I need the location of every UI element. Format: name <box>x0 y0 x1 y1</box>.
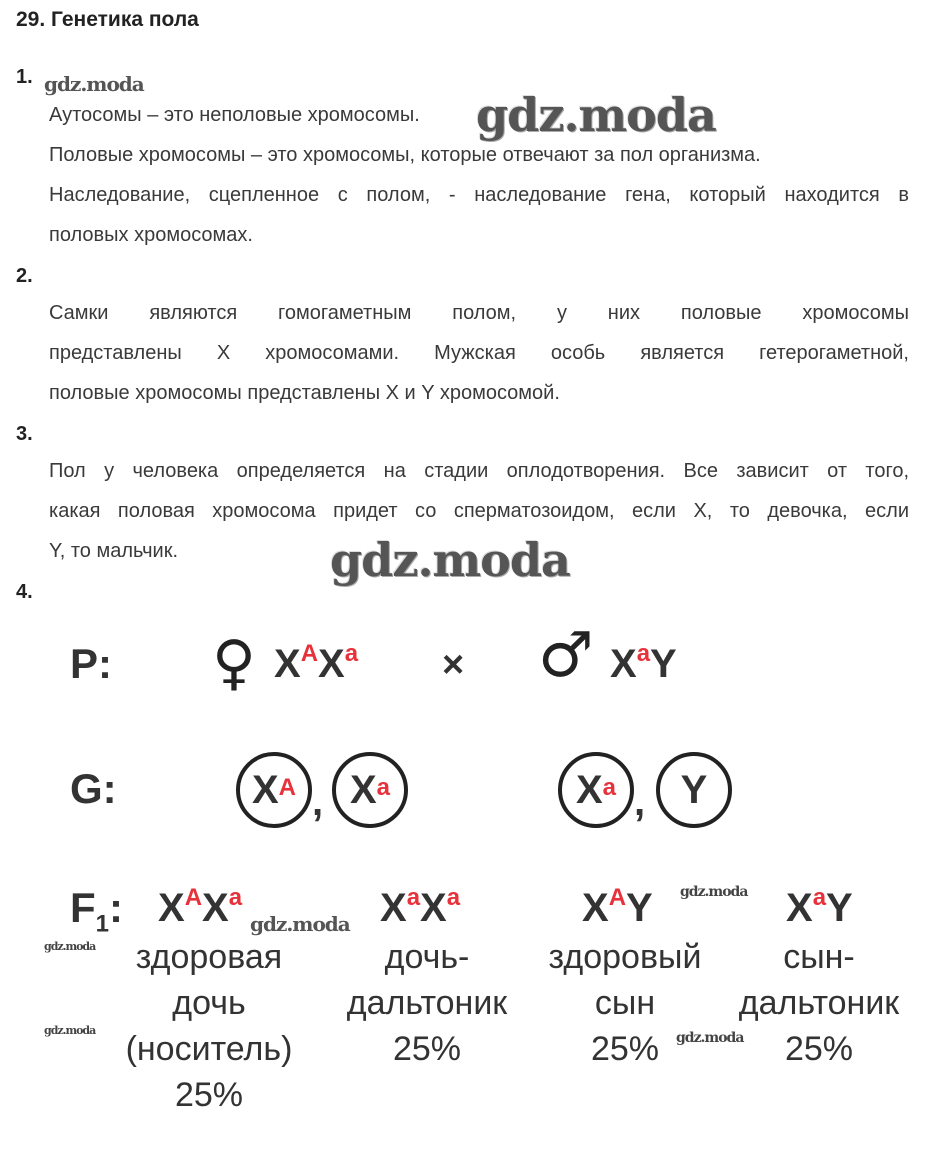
f1-subscript: 1 <box>95 910 110 938</box>
allele-A: A <box>184 884 203 911</box>
allele-a: a <box>228 884 243 911</box>
watermark: gdz.moda <box>44 72 144 96</box>
offspring-desc: дочь <box>172 984 246 1022</box>
text-line: половых хромосомах. <box>49 224 253 246</box>
chromosome-y: Y <box>650 642 677 686</box>
f1-genotype-2 <box>380 886 460 931</box>
page-title: 29. Генетика пола <box>16 8 199 31</box>
cross-symbol: × <box>442 644 465 686</box>
allele-a: a <box>376 774 391 801</box>
watermark: gdz.moda <box>44 940 96 953</box>
section-3-number: 3. <box>16 423 33 445</box>
f1-genotype-3 <box>582 886 653 931</box>
chromosome-x: X <box>274 642 301 686</box>
text-line: Самки являются гомогаметным полом, у них половые хромосомы <box>49 302 909 324</box>
text-line: какая половая хромосома придет со сперматозоидом, если X, то девочка, если <box>49 500 909 522</box>
watermark: gdz.moda <box>680 884 748 900</box>
chromosome-x: X <box>202 886 229 930</box>
offspring-desc: дальтоник <box>346 984 508 1022</box>
chromosome-y: Y <box>626 886 653 930</box>
allele-A: A <box>300 640 319 667</box>
gamete-circle <box>236 752 312 828</box>
gamete-circle <box>558 752 634 828</box>
chromosome-x: X <box>582 886 609 930</box>
allele-A: A <box>608 884 627 911</box>
offspring-desc: дочь- <box>384 938 470 976</box>
offspring-3 <box>520 934 730 1072</box>
comma: , <box>312 780 324 824</box>
offspring-desc: (носитель) <box>125 1030 293 1068</box>
chromosome-x: X <box>575 767 603 812</box>
chromosome-x: X <box>420 886 447 930</box>
offspring-percent: 25% <box>174 1076 244 1114</box>
comma: , <box>634 780 646 824</box>
text-line: Аутосомы – это неполовые хромосомы. <box>49 104 420 126</box>
text-line: Пол у человека определяется на стадии оплодотворения. Все зависит от того, <box>49 460 909 482</box>
p-label: P: <box>70 640 112 687</box>
male-symbol-icon: ♂ <box>538 618 594 691</box>
watermark: gdz.moda <box>250 912 350 936</box>
offspring-percent: 25% <box>590 1030 660 1068</box>
f1-label <box>70 884 123 938</box>
offspring-2 <box>322 934 532 1072</box>
section-2-text <box>49 293 909 413</box>
offspring-desc: дальтоник <box>738 984 900 1022</box>
chromosome-x: X <box>158 886 185 930</box>
f1-genotype-1 <box>158 886 242 931</box>
f1-colon: : <box>109 884 124 931</box>
offspring-desc: здоровая <box>135 938 283 976</box>
offspring-percent: 25% <box>784 1030 854 1068</box>
watermark: gdz.moda <box>330 533 570 587</box>
female-symbol-icon: ♀ <box>212 628 256 698</box>
allele-a: a <box>812 884 827 911</box>
offspring-desc: сын <box>594 984 656 1022</box>
offspring-percent: 25% <box>392 1030 462 1068</box>
g-label: G: <box>70 765 117 812</box>
chromosome-x: X <box>251 767 279 812</box>
allele-a: a <box>602 774 617 801</box>
text-line: Y, то мальчик. <box>49 540 179 562</box>
chromosome-x: X <box>380 886 407 930</box>
allele-a: a <box>636 640 651 667</box>
chromosome-x: X <box>318 642 345 686</box>
p-female-genotype <box>274 642 358 687</box>
offspring-desc: здоровый <box>548 938 702 976</box>
gamete-circle <box>332 752 408 828</box>
text-line: Половые хромосомы – это хромосомы, которые отвечают за пол организма. <box>49 144 761 166</box>
text-line: половые хромосомы представлены X и Y хромосомой. <box>49 382 560 404</box>
allele-a: a <box>406 884 421 911</box>
p-male-genotype <box>610 642 677 687</box>
f1-letter: F <box>70 884 96 931</box>
gamete-circle <box>656 752 732 828</box>
chromosome-x: X <box>610 642 637 686</box>
allele-A: A <box>278 774 297 801</box>
chromosome-x: X <box>349 767 377 812</box>
text-line: представлены X хромосомами. Мужская особь является гетерогаметной, <box>49 342 909 364</box>
watermark: gdz.moda <box>676 1030 744 1046</box>
f1-genotype-4 <box>786 886 853 931</box>
section-4-number: 4. <box>16 581 33 603</box>
offspring-desc: сын- <box>783 938 855 976</box>
watermark: gdz.moda <box>44 1024 96 1037</box>
chromosome-y: Y <box>826 886 853 930</box>
offspring-4 <box>714 934 924 1072</box>
watermark: gdz.moda <box>476 88 716 142</box>
text-line: Наследование, сцепленное с полом, - наследование гена, который находится в <box>49 184 909 206</box>
offspring-1 <box>104 934 314 1118</box>
section-2-number: 2. <box>16 265 33 287</box>
section-1-number: 1. <box>16 66 33 88</box>
allele-a: a <box>446 884 461 911</box>
chromosome-y: Y <box>680 767 708 812</box>
chromosome-x: X <box>786 886 813 930</box>
allele-a: a <box>344 640 359 667</box>
